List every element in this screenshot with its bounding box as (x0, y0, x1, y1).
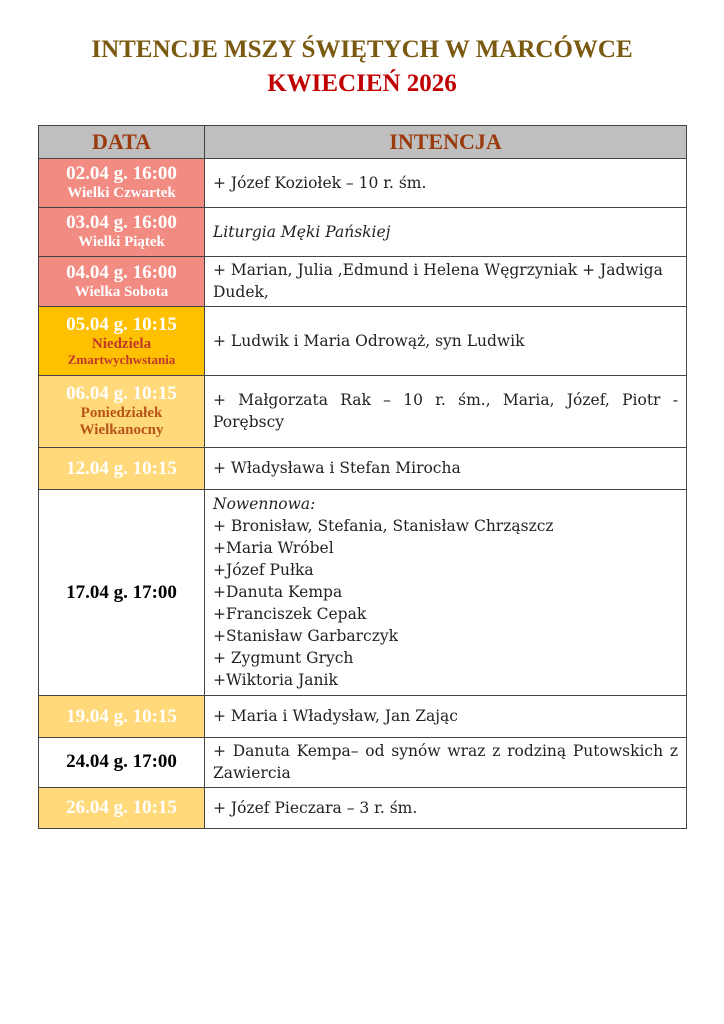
intention-line: +Franciszek Cepak (213, 605, 367, 624)
date-cell (39, 375, 205, 447)
table-row (39, 306, 687, 375)
page-title: INTENCJE MSZY ŚWIĘTYCH W MARCÓWCE (91, 36, 633, 63)
intention-cell (205, 159, 687, 208)
day-label-2: Wielkanocny (79, 422, 164, 439)
day-label: Wielki Czwartek (67, 185, 176, 202)
intention-line: + Bronisław, Stefania, Stanisław Chrząszcz (213, 517, 554, 536)
day-label: Niedziela (91, 335, 152, 352)
date-cell (39, 447, 205, 489)
intention-cell (205, 447, 687, 489)
date-cell (39, 159, 205, 208)
table-row (39, 447, 687, 489)
intention-cell (205, 306, 687, 375)
date-cell (39, 208, 205, 257)
intention-line: +Maria Wróbel (213, 539, 334, 558)
date-cell (39, 695, 205, 737)
intention-line: + Zygmunt Grych (213, 649, 354, 668)
day-label-2: Zmartwychwstania (67, 352, 176, 368)
date-text: 19.04 g. 10:15 (66, 705, 177, 727)
intention-cell (205, 489, 687, 695)
intention-cell (205, 208, 687, 257)
intention-line: Liturgia Męki Pańskiej (213, 222, 391, 241)
intention-line: +Danuta Kempa (213, 583, 343, 602)
table-row (39, 737, 687, 787)
date-cell (39, 489, 205, 695)
date-cell (39, 306, 205, 375)
month-title: KWIECIEŃ 2026 (267, 70, 457, 97)
intention-line: +Józef Pułka (213, 561, 314, 580)
intention-cell (205, 737, 687, 787)
date-cell (39, 737, 205, 787)
intention-cell (205, 787, 687, 828)
intention-cell (205, 257, 687, 307)
date-cell (39, 787, 205, 828)
date-text: 26.04 g. 10:15 (66, 796, 177, 818)
intention-line: + Danuta Kempa– od synów wraz z rodziną Putowskich z Zawiercia (213, 741, 678, 783)
intention-cell (205, 695, 687, 737)
intention-line: + Józef Koziołek – 10 r. śm. (213, 173, 427, 192)
table-row (39, 375, 687, 447)
date-text: 05.04 g. 10:15 (66, 313, 177, 335)
date-text: 04.04 g. 16:00 (66, 261, 177, 283)
table-row (39, 695, 687, 737)
intention-line: Nowennowa: (213, 495, 316, 514)
date-text: 17.04 g. 17:00 (66, 581, 177, 603)
table-header-row (39, 126, 687, 159)
intention-line: +Wiktoria Janik (213, 671, 338, 690)
table-row (39, 159, 687, 208)
date-text: 03.04 g. 16:00 (66, 212, 177, 234)
intentions-table (38, 125, 687, 829)
intention-line: + Ludwik i Maria Odrowąż, syn Ludwik (213, 331, 525, 350)
intention-line: + Małgorzata Rak – 10 r. śm., Maria, Józef, Piotr - Porębscy (213, 390, 678, 432)
date-cell (39, 257, 205, 307)
table-row (39, 208, 687, 257)
date-text: 12.04 g. 10:15 (66, 457, 177, 479)
intention-line: + Józef Pieczara – 3 r. śm. (213, 798, 418, 817)
day-label: Poniedziałek (80, 405, 163, 422)
day-label: Wielki Piątek (78, 234, 165, 251)
intention-line: + Władysława i Stefan Mirocha (213, 459, 461, 478)
date-text: 02.04 g. 16:00 (66, 163, 177, 185)
intention-cell (205, 375, 687, 447)
date-text: 06.04 g. 10:15 (66, 383, 177, 405)
column-header-intention: INTENCJA (205, 126, 687, 159)
table-row (39, 787, 687, 828)
day-label: Wielka Sobota (74, 283, 169, 300)
table-row (39, 257, 687, 307)
date-text: 24.04 g. 17:00 (66, 751, 177, 773)
table-row (39, 489, 687, 695)
intention-line: + Marian, Julia ,Edmund i Helena Węgrzyniak + Jadwiga Dudek, (213, 261, 663, 302)
column-header-date: DATA (39, 126, 205, 159)
intention-line: +Stanisław Garbarczyk (213, 627, 399, 646)
intention-line: + Maria i Władysław, Jan Zając (213, 707, 458, 726)
